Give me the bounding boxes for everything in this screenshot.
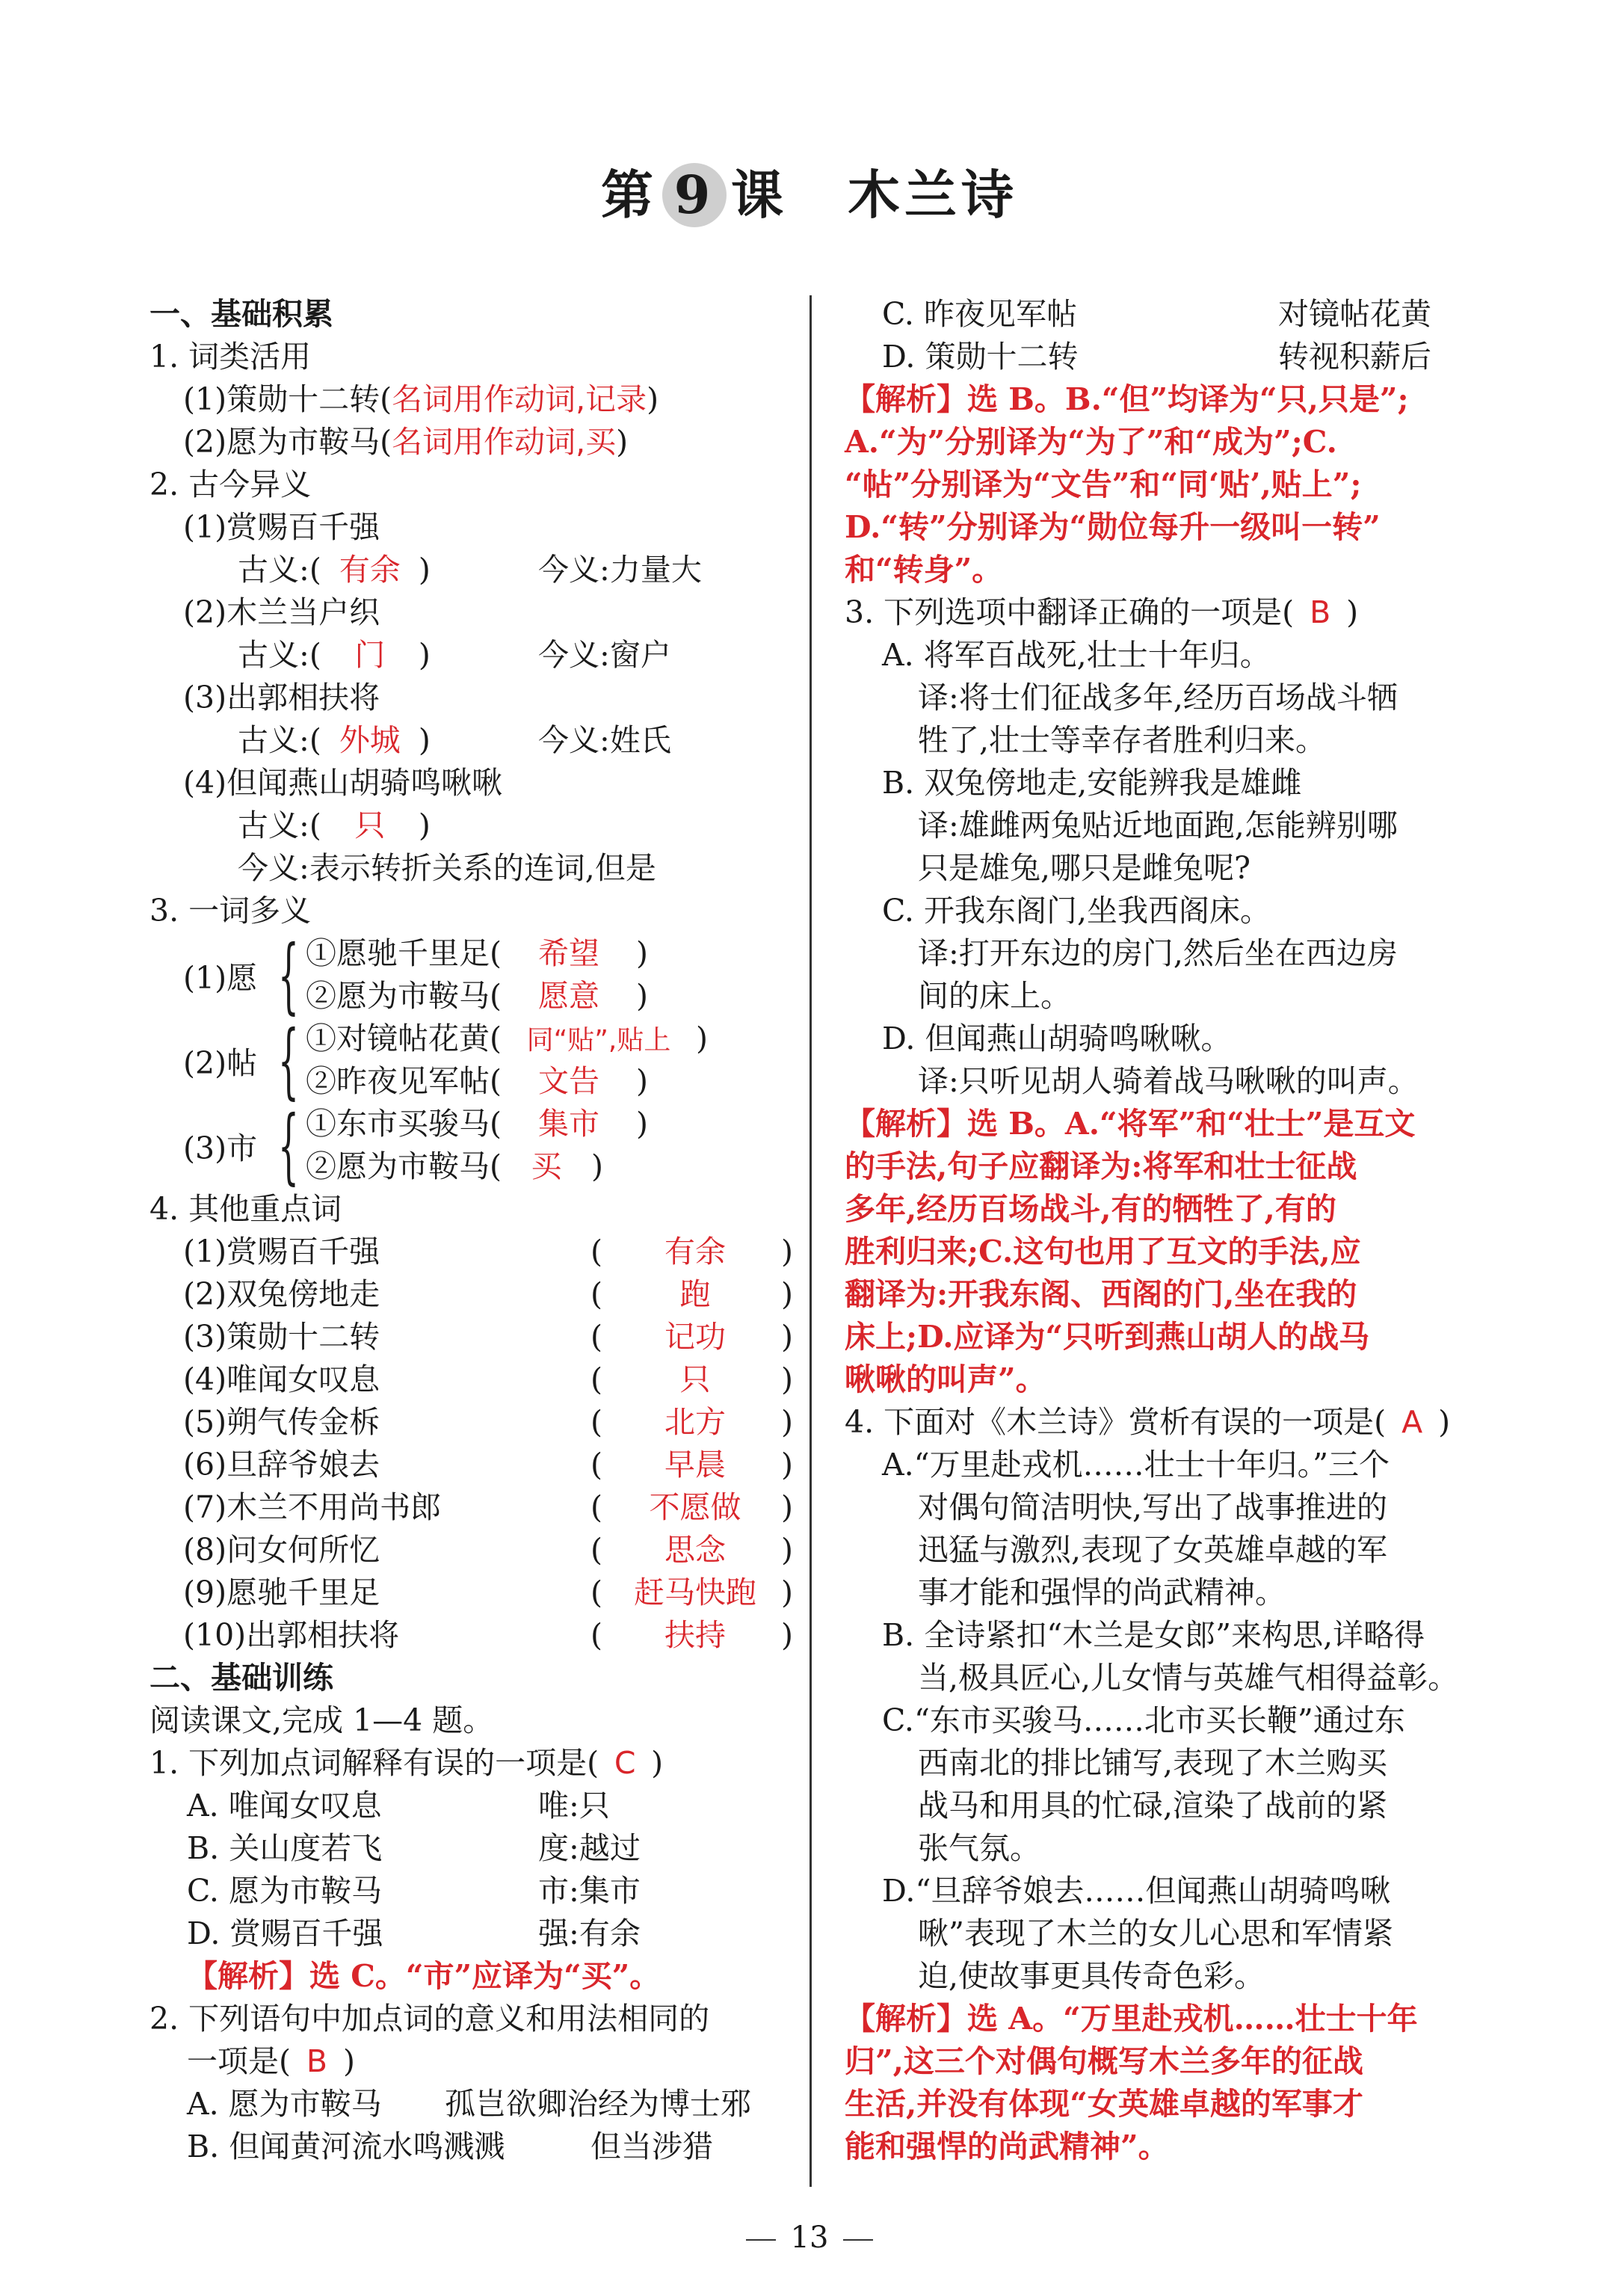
q4-item: (1)赏赐百千强 ( 有余 ) xyxy=(183,1234,793,1269)
t4-option-line: 战马和用具的忙碌,渲染了战前的紧 xyxy=(918,1788,1388,1823)
t3-stem: 3. 下列选项中翻译正确的一项是( B ) xyxy=(845,594,1359,630)
t2-stem: 2. 下列语句中加点词的意义和用法相同的 xyxy=(149,2001,710,2037)
left-column xyxy=(149,293,792,2168)
t1-option: D. 赏赐百千强 强:有余 xyxy=(187,1915,641,1951)
t2-option: B. 但闻黄河流水鸣溅溅 但当涉猎 xyxy=(187,2129,713,2164)
t3-analysis-line: 床上;D.应译为“只听到燕山胡人的战马 xyxy=(845,1319,1370,1355)
q1-heading: 1. 词类活用 xyxy=(149,339,312,375)
q4-item: (7)木兰不用尚书郎 ( 不愿做 ) xyxy=(183,1489,793,1525)
q2-item: (3)出郭相扶将 xyxy=(183,680,380,715)
t2-analysis-line: “帖”分别译为“文告”和“同‘贴’,贴上”; xyxy=(845,467,1362,502)
q2-meaning: 古义:( 只 ) xyxy=(238,807,431,843)
page-number: 13 xyxy=(0,2220,1619,2255)
t4-option-line: 张气氛。 xyxy=(918,1830,1040,1866)
t1-stem: 1. 下列加点词解释有误的一项是( C ) xyxy=(149,1745,664,1781)
t1-option: C. 愿为市鞍马 市:集市 xyxy=(187,1873,641,1909)
q4-item: (3)策勋十二转 ( 记功 ) xyxy=(183,1319,793,1355)
q2-meaning: 古义:( 外城 ) 今义:姓氏 xyxy=(238,722,671,758)
q3-group: (1)愿 { ①愿驰千里足( 希望 ) ②愿为市鞍马( 愿意 ) xyxy=(183,927,648,1023)
t4-option-line: B. 全诗紧扣“木兰是女郎”来构思,详略得 xyxy=(882,1617,1425,1653)
t3-analysis-line: 翻译为:开我东阁、西阁的门,坐在我的 xyxy=(845,1276,1357,1312)
section-heading-1: 一、基础积累 xyxy=(149,296,333,332)
t4-option-line: D.“旦辞爷娘去……但闻燕山胡骑鸣啾 xyxy=(882,1873,1391,1909)
q4-item: (9)愿驰千里足 ( 赶马快跑 ) xyxy=(183,1575,793,1610)
t4-option-line: 对偶句简洁明快,写出了战事推进的 xyxy=(918,1489,1388,1525)
q2-meaning: 古义:( 门 ) 今义:窗户 xyxy=(238,637,671,673)
q4-item: (10)出郭相扶将 ( 扶持 ) xyxy=(183,1617,793,1653)
q2-modern-meaning: 今义:表示转折关系的连词,但是 xyxy=(238,850,656,886)
q3-group: (2)帖 { ①对镜帖花黄( 同“贴”,贴上 ) ②昨夜见军帖( 文告 ) xyxy=(183,1012,708,1108)
lesson-title xyxy=(0,153,1619,229)
section-heading-2: 二、基础训练 xyxy=(149,1660,333,1696)
t3-translation: 间的床上。 xyxy=(918,978,1071,1014)
t3-translation: 译:只听见胡人骑着战马啾啾的叫声。 xyxy=(918,1063,1419,1099)
t4-option-line: 迫,使故事更具传奇色彩。 xyxy=(918,1958,1265,1994)
t3-analysis-line: 的手法,句子应翻译为:将军和壮士征战 xyxy=(845,1148,1357,1184)
t1-option: B. 关山度若飞 度:越过 xyxy=(187,1830,641,1866)
t3-translation: 译:将士们征战多年,经历百场战斗牺 xyxy=(918,680,1398,715)
q3-heading: 3. 一词多义 xyxy=(149,893,312,929)
t2-option: C. 昨夜见军帖 对镜帖花黄 xyxy=(882,296,1431,332)
lesson-name: 木兰诗 xyxy=(848,164,1018,226)
t2-stem-cont: 一项是( B ) xyxy=(187,2043,355,2079)
t4-option-line: 西南北的排比铺写,表现了木兰购买 xyxy=(918,1745,1388,1781)
t3-option: B. 双兔傍地走,安能辨我是雄雌 xyxy=(882,765,1302,801)
reading-intro: 阅读课文,完成 1—4 题。 xyxy=(149,1702,494,1738)
t3-translation: 译:雄雌两兔贴近地面跑,怎能辨别哪 xyxy=(918,807,1398,843)
q3-group: (3)市 { ①东市买骏马( 集市 ) ②愿为市鞍马( 买 ) xyxy=(183,1098,648,1193)
q4-item: (4)唯闻女叹息 ( 只 ) xyxy=(183,1361,793,1397)
t4-option-line: 啾”表现了木兰的女儿心思和军情紧 xyxy=(918,1915,1393,1951)
t4-option-line: 当,极具匠心,儿女情与英雄气相得益彰。 xyxy=(918,1660,1459,1696)
q4-item: (6)旦辞爷娘去 ( 早晨 ) xyxy=(183,1447,793,1483)
q2-item: (1)赏赐百千强 xyxy=(183,509,380,545)
t2-analysis-line: D.“转”分别译为“勋位每升一级叫一转” xyxy=(845,509,1381,545)
t3-analysis-line: 多年,经历百场战斗,有的牺牲了,有的 xyxy=(845,1191,1336,1227)
t4-option-line: 迅猛与激烈,表现了女英雄卓越的军 xyxy=(918,1532,1388,1568)
q4-item: (8)问女何所忆 ( 思念 ) xyxy=(183,1532,793,1568)
t4-option-line: C.“东市买骏马……北市买长鞭”通过东 xyxy=(882,1702,1405,1738)
t2-analysis-line: 和“转身”。 xyxy=(845,552,1003,588)
t3-translation: 只是雄兔,哪只是雌兔呢? xyxy=(918,850,1251,886)
t1-option: A. 唯闻女叹息 唯:只 xyxy=(187,1788,610,1823)
t4-analysis-line: 生活,并没有体现“女英雄卓越的军事才 xyxy=(845,2086,1363,2122)
q4-item: (5)朔气传金柝 ( 北方 ) xyxy=(183,1404,793,1440)
t3-translation: 译:打开东边的房门,然后坐在西边房 xyxy=(918,935,1398,971)
q2-heading: 2. 古今异义 xyxy=(149,467,312,502)
q2-meaning: 古义:( 有余 ) 今义:力量大 xyxy=(238,552,702,588)
t3-analysis-line: 【解析】选 B。A.“将军”和“壮士”是互文 xyxy=(845,1106,1416,1142)
t4-analysis-line: 归”,这三个对偶句概写木兰多年的征战 xyxy=(845,2043,1363,2079)
title-suffix: 课 xyxy=(731,164,788,226)
column-divider xyxy=(810,295,812,2187)
t3-option: A. 将军百战死,壮士十年归。 xyxy=(882,637,1271,673)
t4-option-line: A.“万里赴戎机……壮士十年归。”三个 xyxy=(882,1447,1390,1483)
t2-option: A. 愿为市鞍马 孤岂欲卿治经为博士邪 xyxy=(187,2086,751,2122)
t3-option: D. 但闻燕山胡骑鸣啾啾。 xyxy=(882,1021,1232,1056)
t2-analysis-line: A.“为”分别译为“为了”和“成为”;C. xyxy=(845,424,1337,460)
right-column xyxy=(845,293,1472,2168)
q2-item: (2)木兰当户织 xyxy=(183,594,380,630)
q4-item: (2)双兔傍地走 ( 跑 ) xyxy=(183,1276,793,1312)
t3-option: C. 开我东阁门,坐我西阁床。 xyxy=(882,893,1271,929)
t1-analysis: 【解析】选 C。“市”应译为“买”。 xyxy=(187,1958,661,1994)
q1-item: (1)策勋十二转(名词用作动词,记录) xyxy=(183,381,659,417)
t2-analysis-line: 【解析】选 B。B.“但”均译为“只,只是”; xyxy=(845,381,1409,417)
q2-item: (4)但闻燕山胡骑鸣啾啾 xyxy=(183,765,503,801)
t3-translation: 牲了,壮士等幸存者胜利归来。 xyxy=(918,722,1327,758)
q4-heading: 4. 其他重点词 xyxy=(149,1191,342,1227)
t3-analysis-line: 胜利归来;C.这句也用了互文的手法,应 xyxy=(845,1234,1361,1269)
t2-option: D. 策勋十二转 转视积薪后 xyxy=(882,339,1431,375)
t4-analysis-line: 能和强悍的尚武精神”。 xyxy=(845,2129,1169,2164)
t4-stem: 4. 下面对《木兰诗》赏析有误的一项是( A ) xyxy=(845,1404,1451,1440)
t4-analysis-line: 【解析】选 A。“万里赴戎机……壮士十年 xyxy=(845,2001,1418,2037)
lesson-number-badge: 9 xyxy=(662,163,727,227)
t4-option-line: 事才能和强悍的尚武精神。 xyxy=(918,1575,1286,1610)
q1-item: (2)愿为市鞍马(名词用作动词,买) xyxy=(183,424,629,460)
t3-analysis-line: 啾啾的叫声”。 xyxy=(845,1361,1046,1397)
title-prefix: 第 xyxy=(601,164,658,226)
